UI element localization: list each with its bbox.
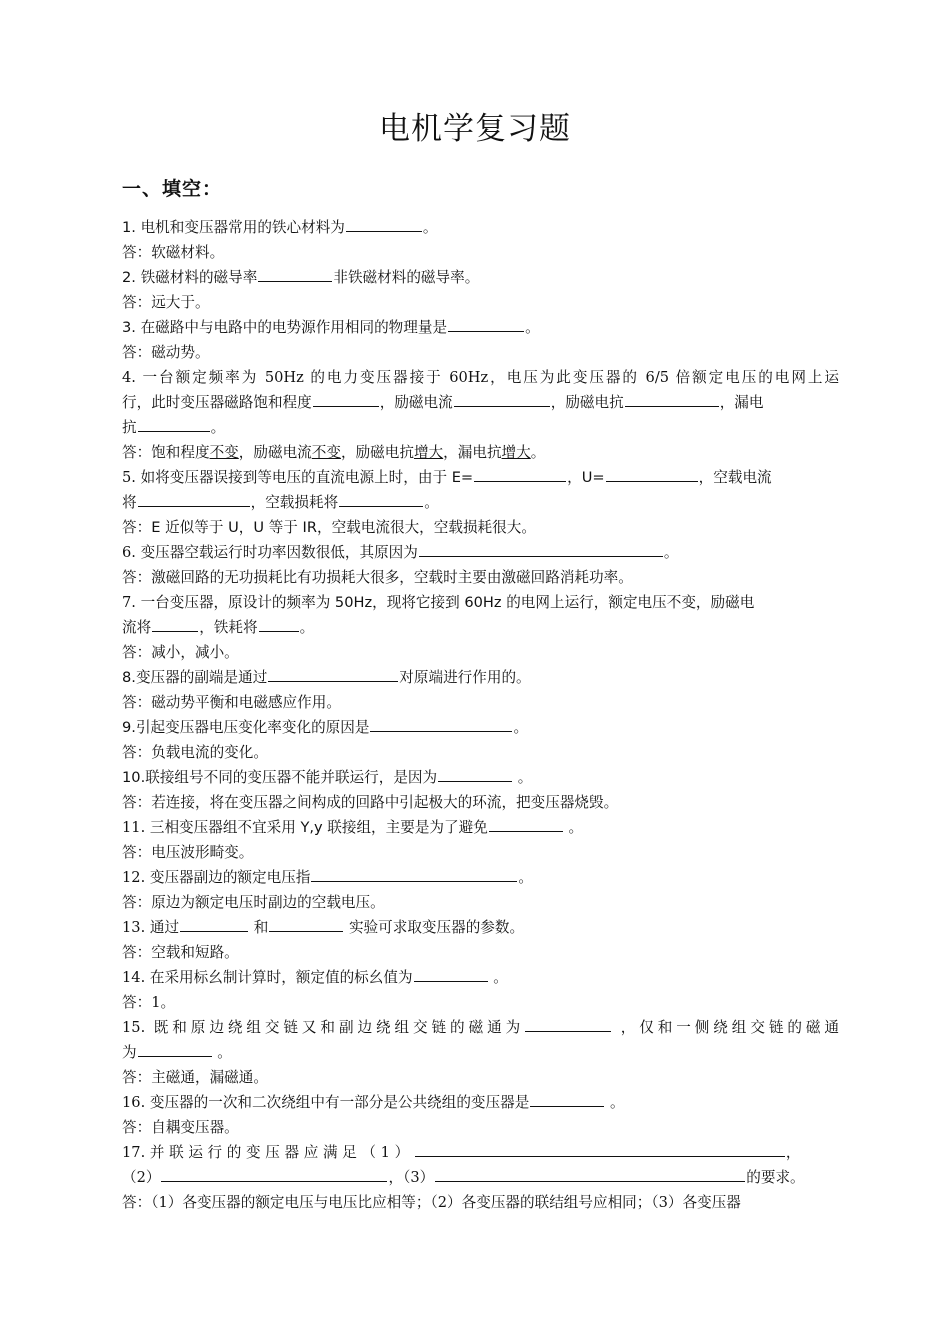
answer-blank — [311, 866, 517, 882]
formula-text: E= — [451, 469, 474, 486]
question-number: 1. — [122, 219, 136, 236]
answer-underlined: 不变 — [311, 444, 341, 461]
question-2 — [122, 265, 839, 290]
question-text: 为 — [122, 1044, 137, 1061]
question-text: 行，此时变压器磁路饱和程度 — [122, 394, 312, 411]
question-number: 9. — [122, 719, 136, 736]
question-text: 的电网上运行，额定电压不变，励磁电 — [501, 594, 755, 611]
answer-text: 近似等于 — [160, 519, 229, 536]
question-text: 。 — [210, 419, 226, 436]
question-text: 对原端进行作用的。 — [399, 669, 531, 686]
answer-underlined: 不变 — [209, 444, 239, 461]
answer-16: 答：自耦变压器。 — [122, 1119, 239, 1136]
question-text: 。 — [525, 319, 540, 336]
question-5-line-1 — [122, 465, 839, 490]
question-text: 变压器的副端是通过 — [135, 669, 268, 686]
question-text: ，励磁电流 — [379, 394, 453, 411]
answer-blank — [259, 616, 299, 632]
answer-underlined: 增大 — [501, 444, 531, 461]
answer-10: 答：若连接，将在变压器之间构成的回路中引起极大的环流，把变压器烧毁。 — [122, 794, 619, 811]
document-title: 电机学复习题 — [379, 111, 571, 147]
question-text: 15. 既和原边绕组交链又和副边绕组交链的磁通为 — [122, 1019, 525, 1036]
question-text: ，仅和一侧绕组交链的磁通 — [620, 1019, 839, 1036]
answer-blank — [625, 391, 719, 407]
formula-text: U — [253, 519, 265, 536]
answer-2: 答：远大于。 — [122, 294, 210, 311]
question-number: 10. — [122, 769, 146, 786]
section-heading: 一、填空： — [122, 178, 223, 200]
answer-blank — [448, 316, 524, 332]
question-10 — [122, 765, 839, 790]
formula-text: 60Hz — [464, 594, 502, 611]
question-12 — [122, 865, 839, 890]
question-text: 。 — [217, 1044, 232, 1061]
question-13 — [122, 915, 839, 940]
answer-text: ， — [238, 519, 254, 536]
answer-blank — [606, 466, 698, 482]
question-14 — [122, 965, 839, 990]
answer-12: 答：原边为额定电压时副边的空载电压。 — [122, 894, 385, 911]
question-text: 16. 变压器的一次和二次绕组中有一部分是公共绕组的变压器是 — [122, 1094, 530, 1111]
answer-blank — [438, 766, 512, 782]
question-text: 5. 如将变压器误接到等电压的直流电源上时，由于 — [122, 469, 452, 486]
question-text: ，铁耗将 — [199, 619, 258, 636]
question-4-line-2 — [122, 390, 839, 415]
answer-blank — [268, 666, 398, 682]
question-text: 铁磁材料的磁导率 — [140, 269, 258, 286]
answer-8: 答：磁动势平衡和电磁感应作用。 — [122, 694, 341, 711]
answer-text: 等于 — [264, 519, 303, 536]
question-15-line-1 — [122, 1015, 839, 1040]
question-5-line-2 — [122, 490, 839, 515]
formula-text: U — [228, 519, 239, 536]
formula-text: U= — [581, 469, 605, 486]
answer-blank — [152, 616, 198, 632]
question-text: ，漏电 — [719, 394, 764, 411]
question-text: 。 — [518, 869, 533, 886]
question-6 — [122, 540, 839, 565]
answer-text: 。 — [530, 444, 546, 461]
answer-blank — [414, 966, 488, 982]
answer-11: 答：电压波形畸变。 — [122, 844, 254, 861]
answer-text: ，空载电流很大，空载损耗很大。 — [317, 519, 536, 536]
answer-4 — [122, 440, 839, 465]
answer-blank — [138, 416, 210, 432]
question-3 — [122, 315, 839, 340]
answer-blank — [269, 916, 343, 932]
question-text: 。 — [568, 819, 584, 836]
question-17-line-2 — [122, 1165, 839, 1190]
question-text: 7. 一台变压器，原设计的频率为 — [122, 594, 335, 611]
question-text: 在磁路中与电路中的电势源作用相同的物理量是 — [140, 319, 448, 336]
question-text: 13. 通过 — [122, 919, 180, 936]
question-text: 。 — [609, 1094, 625, 1111]
answer-blank — [138, 1041, 212, 1057]
question-text: 。 — [513, 719, 529, 736]
answer-text: 答： — [122, 519, 152, 536]
question-text: ，空载损耗将 — [250, 494, 339, 511]
question-text: 6. 变压器空载运行时功率因数很低，其原因为 — [122, 544, 418, 561]
question-text: 。 — [422, 219, 438, 236]
answer-text: 答：饱和程度 — [122, 444, 210, 461]
answer-17: 答：（1）各变压器的额定电压与电压比应相等；（2）各变压器的联结组号应相同；（3）各变压器 — [122, 1194, 741, 1211]
answer-14: 答：1。 — [122, 994, 176, 1011]
question-text: 14. 在采用标幺制计算时，额定值的标幺值为 — [122, 969, 413, 986]
answer-underlined: 增大 — [413, 444, 444, 461]
answer-blank — [258, 266, 332, 282]
question-text: 联接组号不同的变压器不能并联运行，是因为 — [145, 769, 438, 786]
question-text: 将 — [122, 494, 137, 511]
question-text: 的要求。 — [746, 1169, 805, 1186]
question-text: 。 — [299, 619, 315, 636]
answer-6: 答：激磁回路的无功损耗比有功损耗大很多，空载时主要由激磁回路消耗功率。 — [122, 569, 633, 586]
answer-blank — [489, 816, 563, 832]
question-text: 。 — [517, 769, 533, 786]
question-text: 流将 — [122, 619, 152, 636]
question-7-line-1 — [122, 590, 839, 615]
question-1 — [122, 215, 839, 240]
answer-blank — [346, 216, 422, 232]
answer-blank — [138, 491, 250, 507]
answer-blank — [370, 716, 512, 732]
question-text: 12. 变压器副边的额定电压指 — [122, 869, 311, 886]
answer-blank — [435, 1166, 745, 1182]
question-text: （2） — [122, 1169, 161, 1186]
question-text: 非铁磁材料的磁导率。 — [333, 269, 480, 286]
answer-9: 答：负载电流的变化。 — [122, 744, 268, 761]
question-number: 3. — [122, 319, 136, 336]
question-text: ，励磁电抗 — [550, 394, 624, 411]
question-11 — [122, 815, 839, 840]
answer-blank — [313, 391, 379, 407]
answer-text: ，励磁电抗 — [340, 444, 414, 461]
question-text: ，（3） — [388, 1169, 435, 1186]
question-text: ， — [567, 469, 582, 486]
question-text: 和 — [253, 919, 269, 936]
answer-blank — [180, 916, 248, 932]
question-text: ，空载电流 — [698, 469, 772, 486]
question-4-line-1: 4. 一台额定频率为 50Hz 的电力变压器接于 60Hz，电压为此变压器的 6/5 倍额定电压的电网上运 — [122, 369, 839, 386]
answer-15: 答：主磁通，漏磁通。 — [122, 1069, 268, 1086]
question-text: ，现将它接到 — [372, 594, 465, 611]
formula-text: E — [151, 519, 161, 536]
answer-blank — [415, 1141, 785, 1157]
question-16 — [122, 1090, 839, 1115]
question-15-line-2 — [122, 1040, 839, 1065]
question-text: 。 — [424, 494, 439, 511]
question-8 — [122, 665, 839, 690]
answer-text: ，励磁电流 — [238, 444, 312, 461]
formula-text: IR — [302, 519, 317, 536]
answer-blank — [474, 466, 566, 482]
answer-3: 答：磁动势。 — [122, 344, 210, 361]
answer-blank — [454, 391, 550, 407]
formula-text: Y,y — [300, 819, 323, 836]
question-17-line-1 — [122, 1140, 839, 1165]
question-text: ， — [785, 1144, 801, 1161]
question-text: 实验可求取变压器的参数。 — [348, 919, 525, 936]
answer-blank — [530, 1091, 604, 1107]
question-text: 联接组，主要是为了避免 — [322, 819, 488, 836]
formula-text: 50Hz — [334, 594, 373, 611]
answer-text: ，漏电抗 — [443, 444, 502, 461]
answer-1: 答：软磁材料。 — [122, 244, 225, 261]
question-7-line-2 — [122, 615, 839, 640]
answer-5 — [122, 515, 839, 540]
answer-blank — [525, 1016, 611, 1032]
answer-7: 答：减小，减小。 — [122, 644, 239, 661]
answer-blank — [419, 541, 663, 557]
question-text: 。 — [493, 969, 508, 986]
question-number: 8. — [122, 669, 136, 686]
question-text: 17. 并 联 运 行 的 变 压 器 应 满 足 （ 1 ） — [122, 1144, 410, 1161]
question-text: 11. 三相变压器组不宜采用 — [122, 819, 301, 836]
question-text: 电机和变压器常用的铁心材料为 — [140, 219, 345, 236]
question-text: 引起变压器电压变化率变化的原因是 — [135, 719, 370, 736]
question-9 — [122, 715, 839, 740]
answer-blank — [339, 491, 423, 507]
answer-blank — [161, 1166, 387, 1182]
question-text: 。 — [663, 544, 679, 561]
question-text: 抗 — [122, 419, 137, 436]
question-number: 2. — [122, 269, 136, 286]
answer-13: 答：空载和短路。 — [122, 944, 239, 961]
question-4-line-3 — [122, 415, 839, 440]
